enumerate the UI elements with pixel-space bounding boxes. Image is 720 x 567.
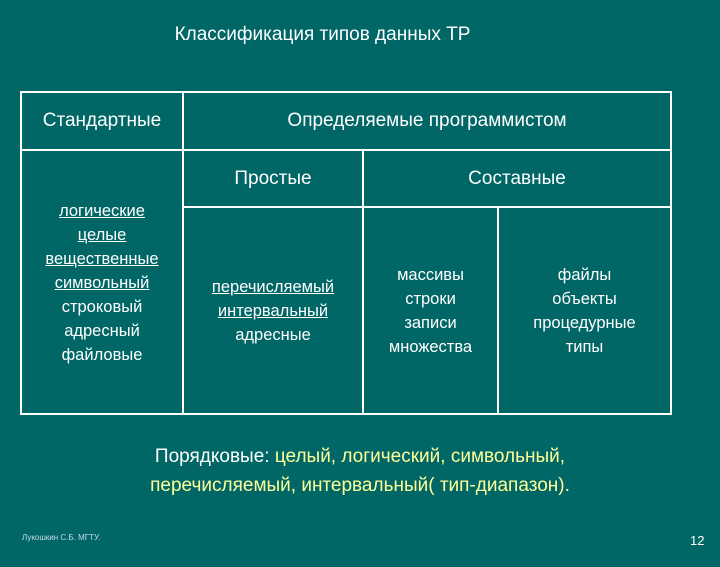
header-programmer-defined: Определяемые программистом <box>287 110 567 131</box>
list-item: перечисляемый <box>211 278 335 296</box>
list-item: целые <box>77 226 127 244</box>
list-item: адресный <box>64 322 140 340</box>
header-standard: Стандартные <box>42 110 162 131</box>
composite-types-list-2 <box>499 263 670 359</box>
list-item: логические <box>59 202 145 220</box>
ordinal-label: Порядковые: <box>154 446 275 467</box>
list-item: строковый <box>61 298 143 316</box>
page-number: 12 <box>690 533 705 548</box>
ordinal-types-line1 <box>0 443 720 471</box>
composite-types-list-1 <box>364 263 497 359</box>
list-item: множества <box>388 338 473 356</box>
table-border-right <box>670 91 672 415</box>
list-item: типы <box>565 338 604 356</box>
list-item: вещественные <box>45 250 159 268</box>
table-border-bottom <box>20 413 672 415</box>
header-composite: Составные <box>468 168 566 189</box>
list-item: объекты <box>552 290 617 308</box>
header-simple: Простые <box>234 168 312 189</box>
list-item: процедурные <box>533 314 636 332</box>
standard-types-list <box>22 199 182 367</box>
list-item: интервальный <box>217 302 329 320</box>
slide-title: Классификация типов данных ТР <box>174 24 471 45</box>
ordinal-values-continued: перечисляемый, интервальный( тип-диапазон). <box>150 475 570 496</box>
list-item: адресные <box>235 326 311 344</box>
divider-row1 <box>20 149 672 151</box>
table-border-top <box>20 91 672 93</box>
divider-standard <box>182 91 184 415</box>
list-item: символьный <box>54 274 150 292</box>
list-item: строки <box>405 290 456 308</box>
simple-types-list <box>184 275 362 347</box>
list-item: файлы <box>557 266 612 284</box>
author-credit: Лукошкин С.Б. МГТУ. <box>22 533 101 542</box>
list-item: файловые <box>61 346 143 364</box>
list-item: записи <box>404 314 457 332</box>
list-item: массивы <box>397 266 464 284</box>
divider-row2 <box>182 206 672 208</box>
ordinal-values: целый, логический, символьный, <box>274 446 566 467</box>
ordinal-types-line2 <box>0 472 720 500</box>
